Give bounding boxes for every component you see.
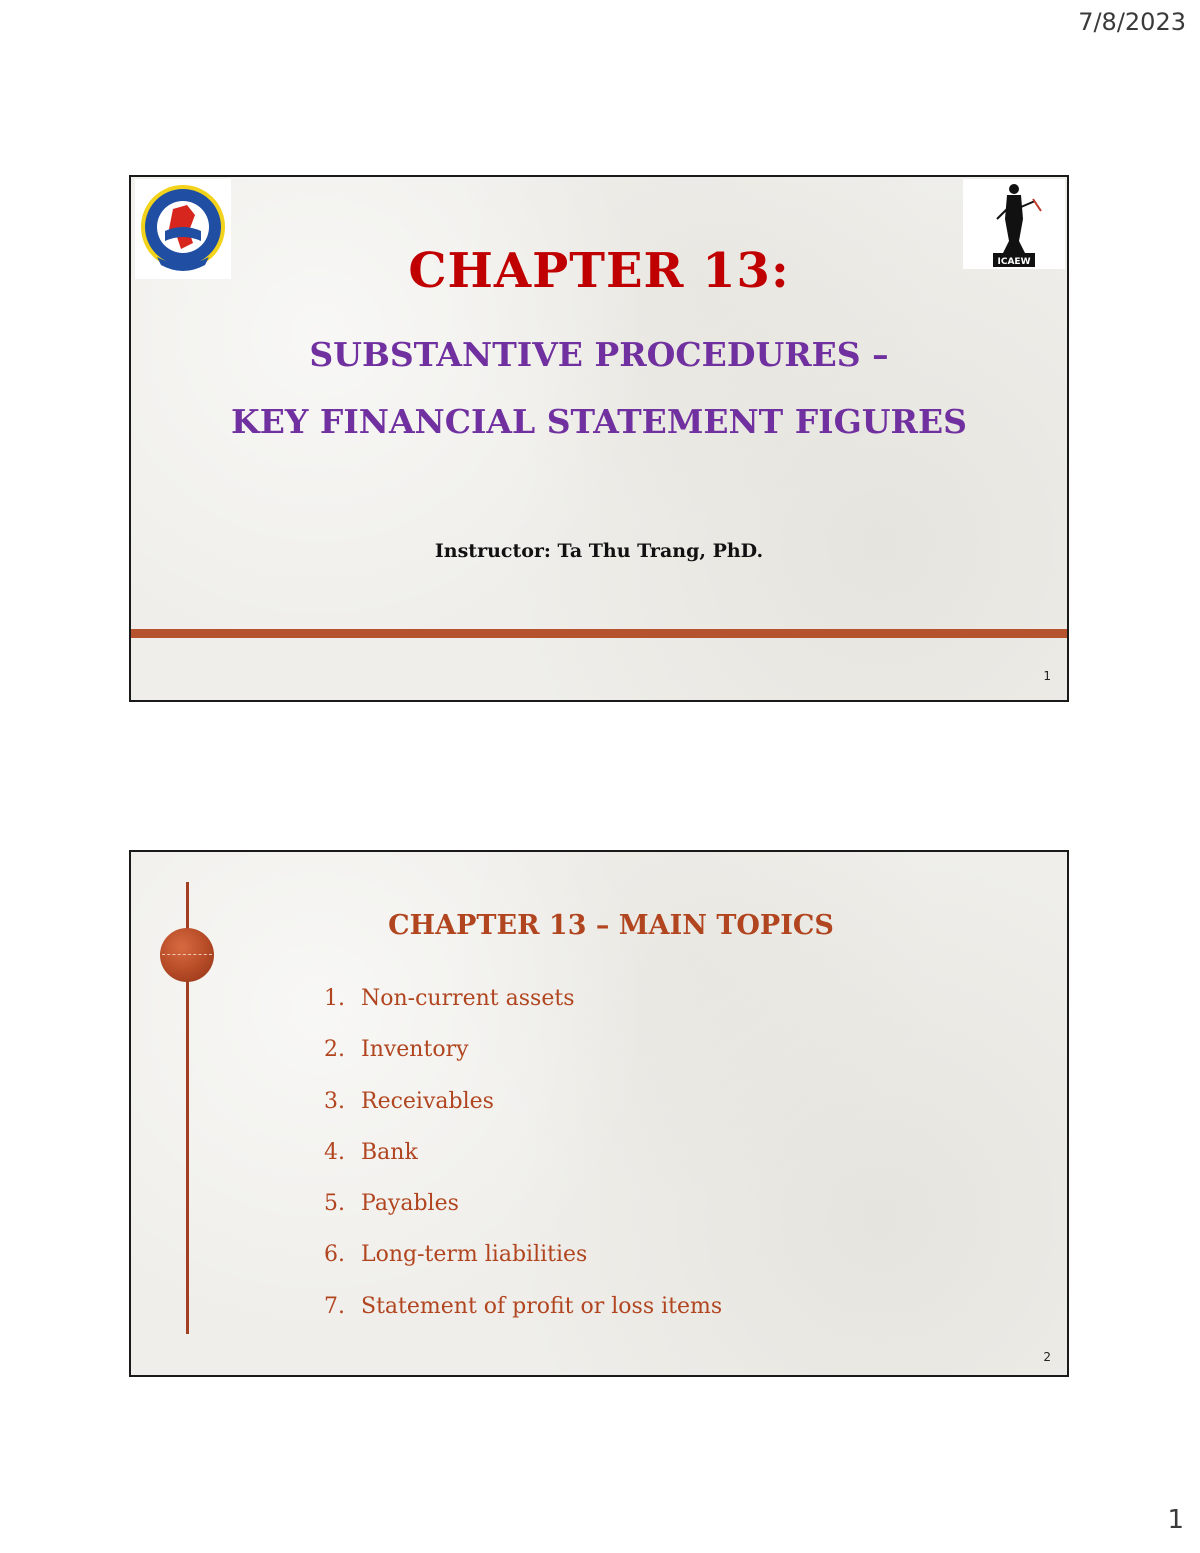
slide-heading: CHAPTER 13 – MAIN TOPICS <box>388 910 834 941</box>
list-item-label: Non-current assets <box>361 986 575 1011</box>
list-item <box>324 1242 722 1293</box>
list-item-label: Statement of profit or loss items <box>361 1293 723 1319</box>
slide-subtitle-line-2: KEY FINANCIAL STATEMENT FIGURES <box>231 402 967 441</box>
list-item-label: Receivables <box>361 1088 494 1114</box>
list-item-number: 1. <box>324 986 345 1011</box>
slide-divider <box>131 629 1067 638</box>
icaew-logo-text: ICAEW <box>997 257 1031 267</box>
slide-number: 1 <box>1043 669 1051 683</box>
list-item-number: 2. <box>324 1037 345 1063</box>
list-item-number: 3. <box>324 1088 345 1114</box>
list-item <box>324 1089 722 1140</box>
list-item <box>324 986 722 1037</box>
list-item-label: Long-term liabilities <box>361 1242 588 1268</box>
list-item <box>324 1191 722 1242</box>
slide-title: CHAPTER 13: <box>408 243 790 299</box>
list-item-number: 5. <box>324 1191 345 1217</box>
list-item-label: Inventory <box>361 1037 469 1063</box>
page-number: 1 <box>1167 1505 1184 1535</box>
list-item-label: Payables <box>361 1191 459 1217</box>
slide-2 <box>129 850 1069 1377</box>
slide-number: 2 <box>1043 1350 1051 1364</box>
list-item <box>324 1140 722 1191</box>
list-item-number: 6. <box>324 1242 345 1268</box>
list-item <box>324 1037 722 1088</box>
list-item-label: Bank <box>361 1139 418 1165</box>
slide-1 <box>129 175 1069 702</box>
topic-list <box>324 986 722 1345</box>
list-item <box>324 1294 722 1345</box>
list-item-number: 4. <box>324 1139 345 1165</box>
list-item-number: 7. <box>324 1293 345 1319</box>
slide-subtitle-line-1: SUBSTANTIVE PROCEDURES – <box>309 335 889 374</box>
page-date: 7/8/2023 <box>1078 8 1186 36</box>
instructor-name: Instructor: Ta Thu Trang, PhD. <box>434 540 764 562</box>
